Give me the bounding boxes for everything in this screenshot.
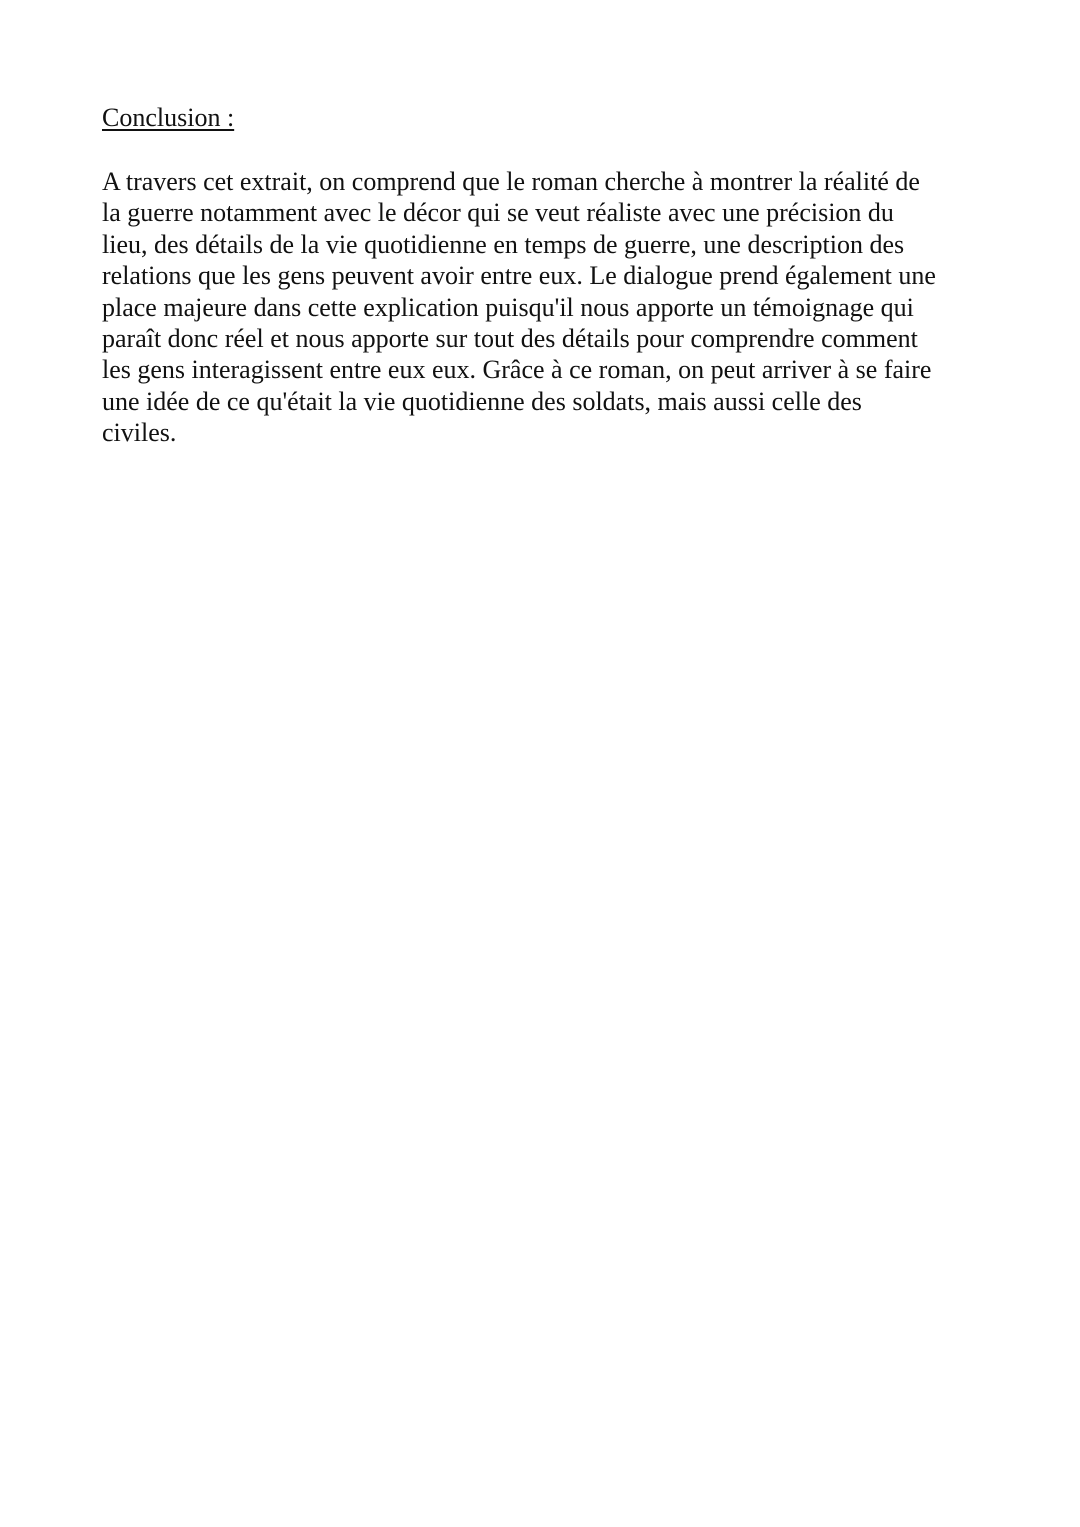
paragraph-line: les gens interagissent entre eux eux. Grâce à ce roman, on peut arriver à se faire bbox=[102, 355, 932, 385]
section-heading: Conclusion : bbox=[102, 103, 235, 132]
paragraph-line: une idée de ce qu'était la vie quotidienne des soldats, mais aussi celle des bbox=[102, 386, 862, 416]
conclusion-paragraph bbox=[102, 166, 1002, 449]
paragraph-line: relations que les gens peuvent avoir entre eux. Le dialogue prend également une bbox=[102, 261, 936, 291]
paragraph-line: paraît donc réel et nous apporte sur tout des détails pour comprendre comment bbox=[102, 324, 918, 354]
paragraph-line: civiles. bbox=[102, 418, 177, 448]
paragraph-line: la guerre notamment avec le décor qui se veut réaliste avec une précision du bbox=[102, 198, 894, 228]
paragraph-line: A travers cet extrait, on comprend que le roman cherche à montrer la réalité de bbox=[102, 167, 920, 196]
paragraph-line: lieu, des détails de la vie quotidienne en temps de guerre, une description des bbox=[102, 229, 905, 259]
paragraph-line: place majeure dans cette explication puisqu'il nous apporte un témoignage qui bbox=[102, 292, 914, 322]
